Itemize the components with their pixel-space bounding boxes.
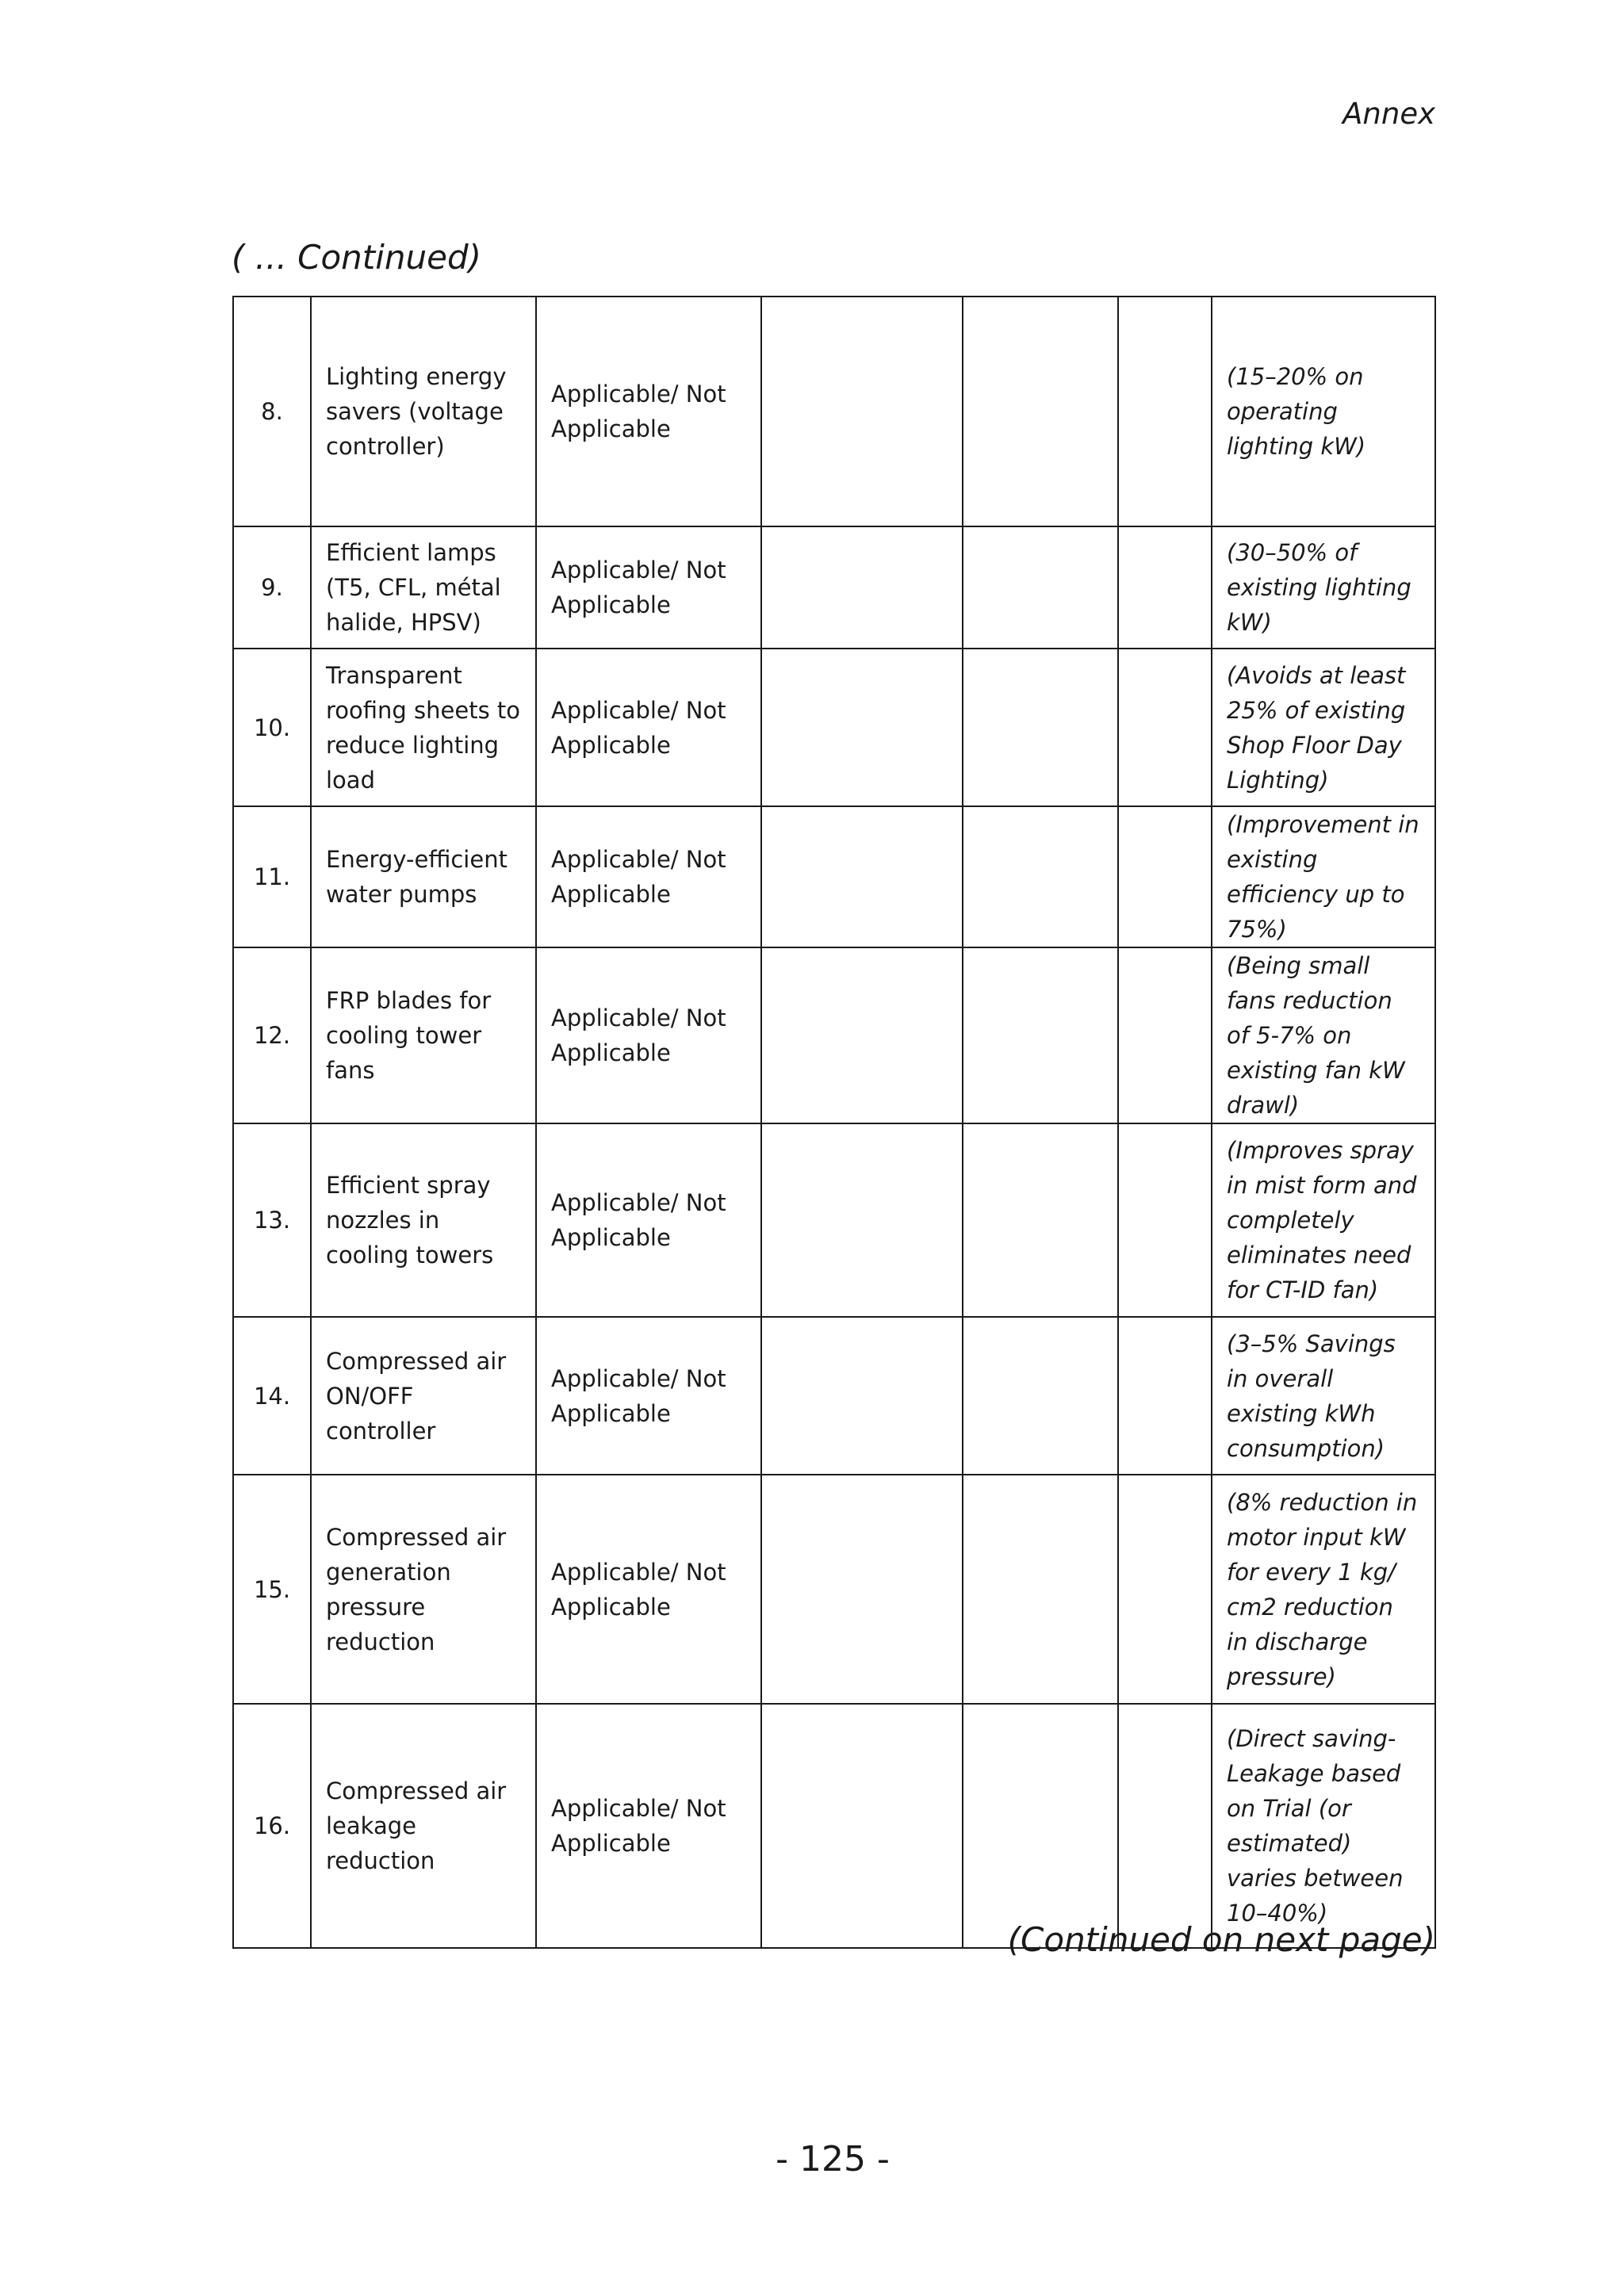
table-row xyxy=(233,806,1435,947)
table-row xyxy=(233,1317,1435,1475)
empty-cell xyxy=(1118,297,1212,526)
empty-cell xyxy=(761,1123,963,1317)
remark-cell: (Improves spray in mist form and completely eliminates need for CT-ID fan) xyxy=(1212,1123,1435,1317)
empty-cell xyxy=(963,297,1118,526)
serial-number: 14. xyxy=(233,1317,311,1475)
table-row xyxy=(233,947,1435,1123)
remark-cell: (3–5% Savings in overall existing kWh consumption) xyxy=(1212,1317,1435,1475)
running-head: Annex xyxy=(1342,97,1435,131)
remark-cell: (Being small fans reduction of 5-7% on existing fan kW drawl) xyxy=(1212,947,1435,1123)
measure-cell: Efficient spray nozzles in cooling towers xyxy=(311,1123,536,1317)
empty-cell xyxy=(761,1704,963,1948)
empty-cell xyxy=(761,1317,963,1475)
measure-cell: Lighting energy savers (voltage controller) xyxy=(311,297,536,526)
remark-cell: (15–20% on operating lighting kW) xyxy=(1212,297,1435,526)
empty-cell xyxy=(761,806,963,947)
applicability-cell: Applicable/ Not Applicable xyxy=(536,1123,761,1317)
applicability-cell: Applicable/ Not Applicable xyxy=(536,947,761,1123)
empty-cell xyxy=(761,526,963,649)
empty-cell xyxy=(963,649,1118,806)
serial-number: 15. xyxy=(233,1475,311,1704)
measure-cell: Efficient lamps (T5, CFL, métal halide, HPSV) xyxy=(311,526,536,649)
empty-cell xyxy=(963,526,1118,649)
applicability-cell: Applicable/ Not Applicable xyxy=(536,1317,761,1475)
table-row xyxy=(233,649,1435,806)
empty-cell xyxy=(963,1123,1118,1317)
measures-table xyxy=(232,296,1436,1949)
applicability-cell: Applicable/ Not Applicable xyxy=(536,1704,761,1948)
empty-cell xyxy=(1118,1317,1212,1475)
remark-cell: (Direct saving- Leakage based on Trial (or estimated) varies between 10–40%) xyxy=(1212,1704,1435,1948)
empty-cell xyxy=(1118,1475,1212,1704)
empty-cell xyxy=(1118,1123,1212,1317)
serial-number: 10. xyxy=(233,649,311,806)
page-number: - 125 - xyxy=(776,2139,890,2179)
empty-cell xyxy=(963,947,1118,1123)
serial-number: 8. xyxy=(233,297,311,526)
empty-cell xyxy=(1118,649,1212,806)
measure-cell: Energy-efficient water pumps xyxy=(311,806,536,947)
empty-cell xyxy=(761,297,963,526)
applicability-cell: Applicable/ Not Applicable xyxy=(536,1475,761,1704)
applicability-cell: Applicable/ Not Applicable xyxy=(536,649,761,806)
empty-cell xyxy=(1118,947,1212,1123)
empty-cell xyxy=(963,1317,1118,1475)
table-row xyxy=(233,1704,1435,1948)
measure-cell: Transparent roofing sheets to reduce lighting load xyxy=(311,649,536,806)
serial-number: 11. xyxy=(233,806,311,947)
serial-number: 9. xyxy=(233,526,311,649)
applicability-cell: Applicable/ Not Applicable xyxy=(536,806,761,947)
empty-cell xyxy=(761,1475,963,1704)
serial-number: 13. xyxy=(233,1123,311,1317)
table-row xyxy=(233,1123,1435,1317)
measure-cell: Compressed air leakage reduction xyxy=(311,1704,536,1948)
applicability-cell: Applicable/ Not Applicable xyxy=(536,297,761,526)
empty-cell xyxy=(963,1475,1118,1704)
remark-cell: (Improvement in existing efficiency up to 75%) xyxy=(1212,806,1435,947)
measure-cell: FRP blades for cooling tower fans xyxy=(311,947,536,1123)
serial-number: 16. xyxy=(233,1704,311,1948)
empty-cell xyxy=(761,649,963,806)
measure-cell: Compressed air ON/OFF controller xyxy=(311,1317,536,1475)
remark-cell: (30–50% of existing lighting kW) xyxy=(1212,526,1435,649)
continued-next-label: (Continued on next page) xyxy=(1007,1920,1435,1959)
measure-cell: Compressed air generation pressure reduction xyxy=(311,1475,536,1704)
table-row xyxy=(233,297,1435,526)
empty-cell xyxy=(761,947,963,1123)
table-row xyxy=(233,1475,1435,1704)
continued-label: ( ... Continued) xyxy=(232,238,482,277)
remark-cell: (8% reduction in motor input kW for every 1 kg/ cm2 reduction in discharge pressure) xyxy=(1212,1475,1435,1704)
empty-cell xyxy=(1118,1704,1212,1948)
empty-cell xyxy=(1118,526,1212,649)
empty-cell xyxy=(963,806,1118,947)
applicability-cell: Applicable/ Not Applicable xyxy=(536,526,761,649)
empty-cell xyxy=(1118,806,1212,947)
empty-cell xyxy=(963,1704,1118,1948)
table-row xyxy=(233,526,1435,649)
serial-number: 12. xyxy=(233,947,311,1123)
remark-cell: (Avoids at least 25% of existing Shop Floor Day Lighting) xyxy=(1212,649,1435,806)
